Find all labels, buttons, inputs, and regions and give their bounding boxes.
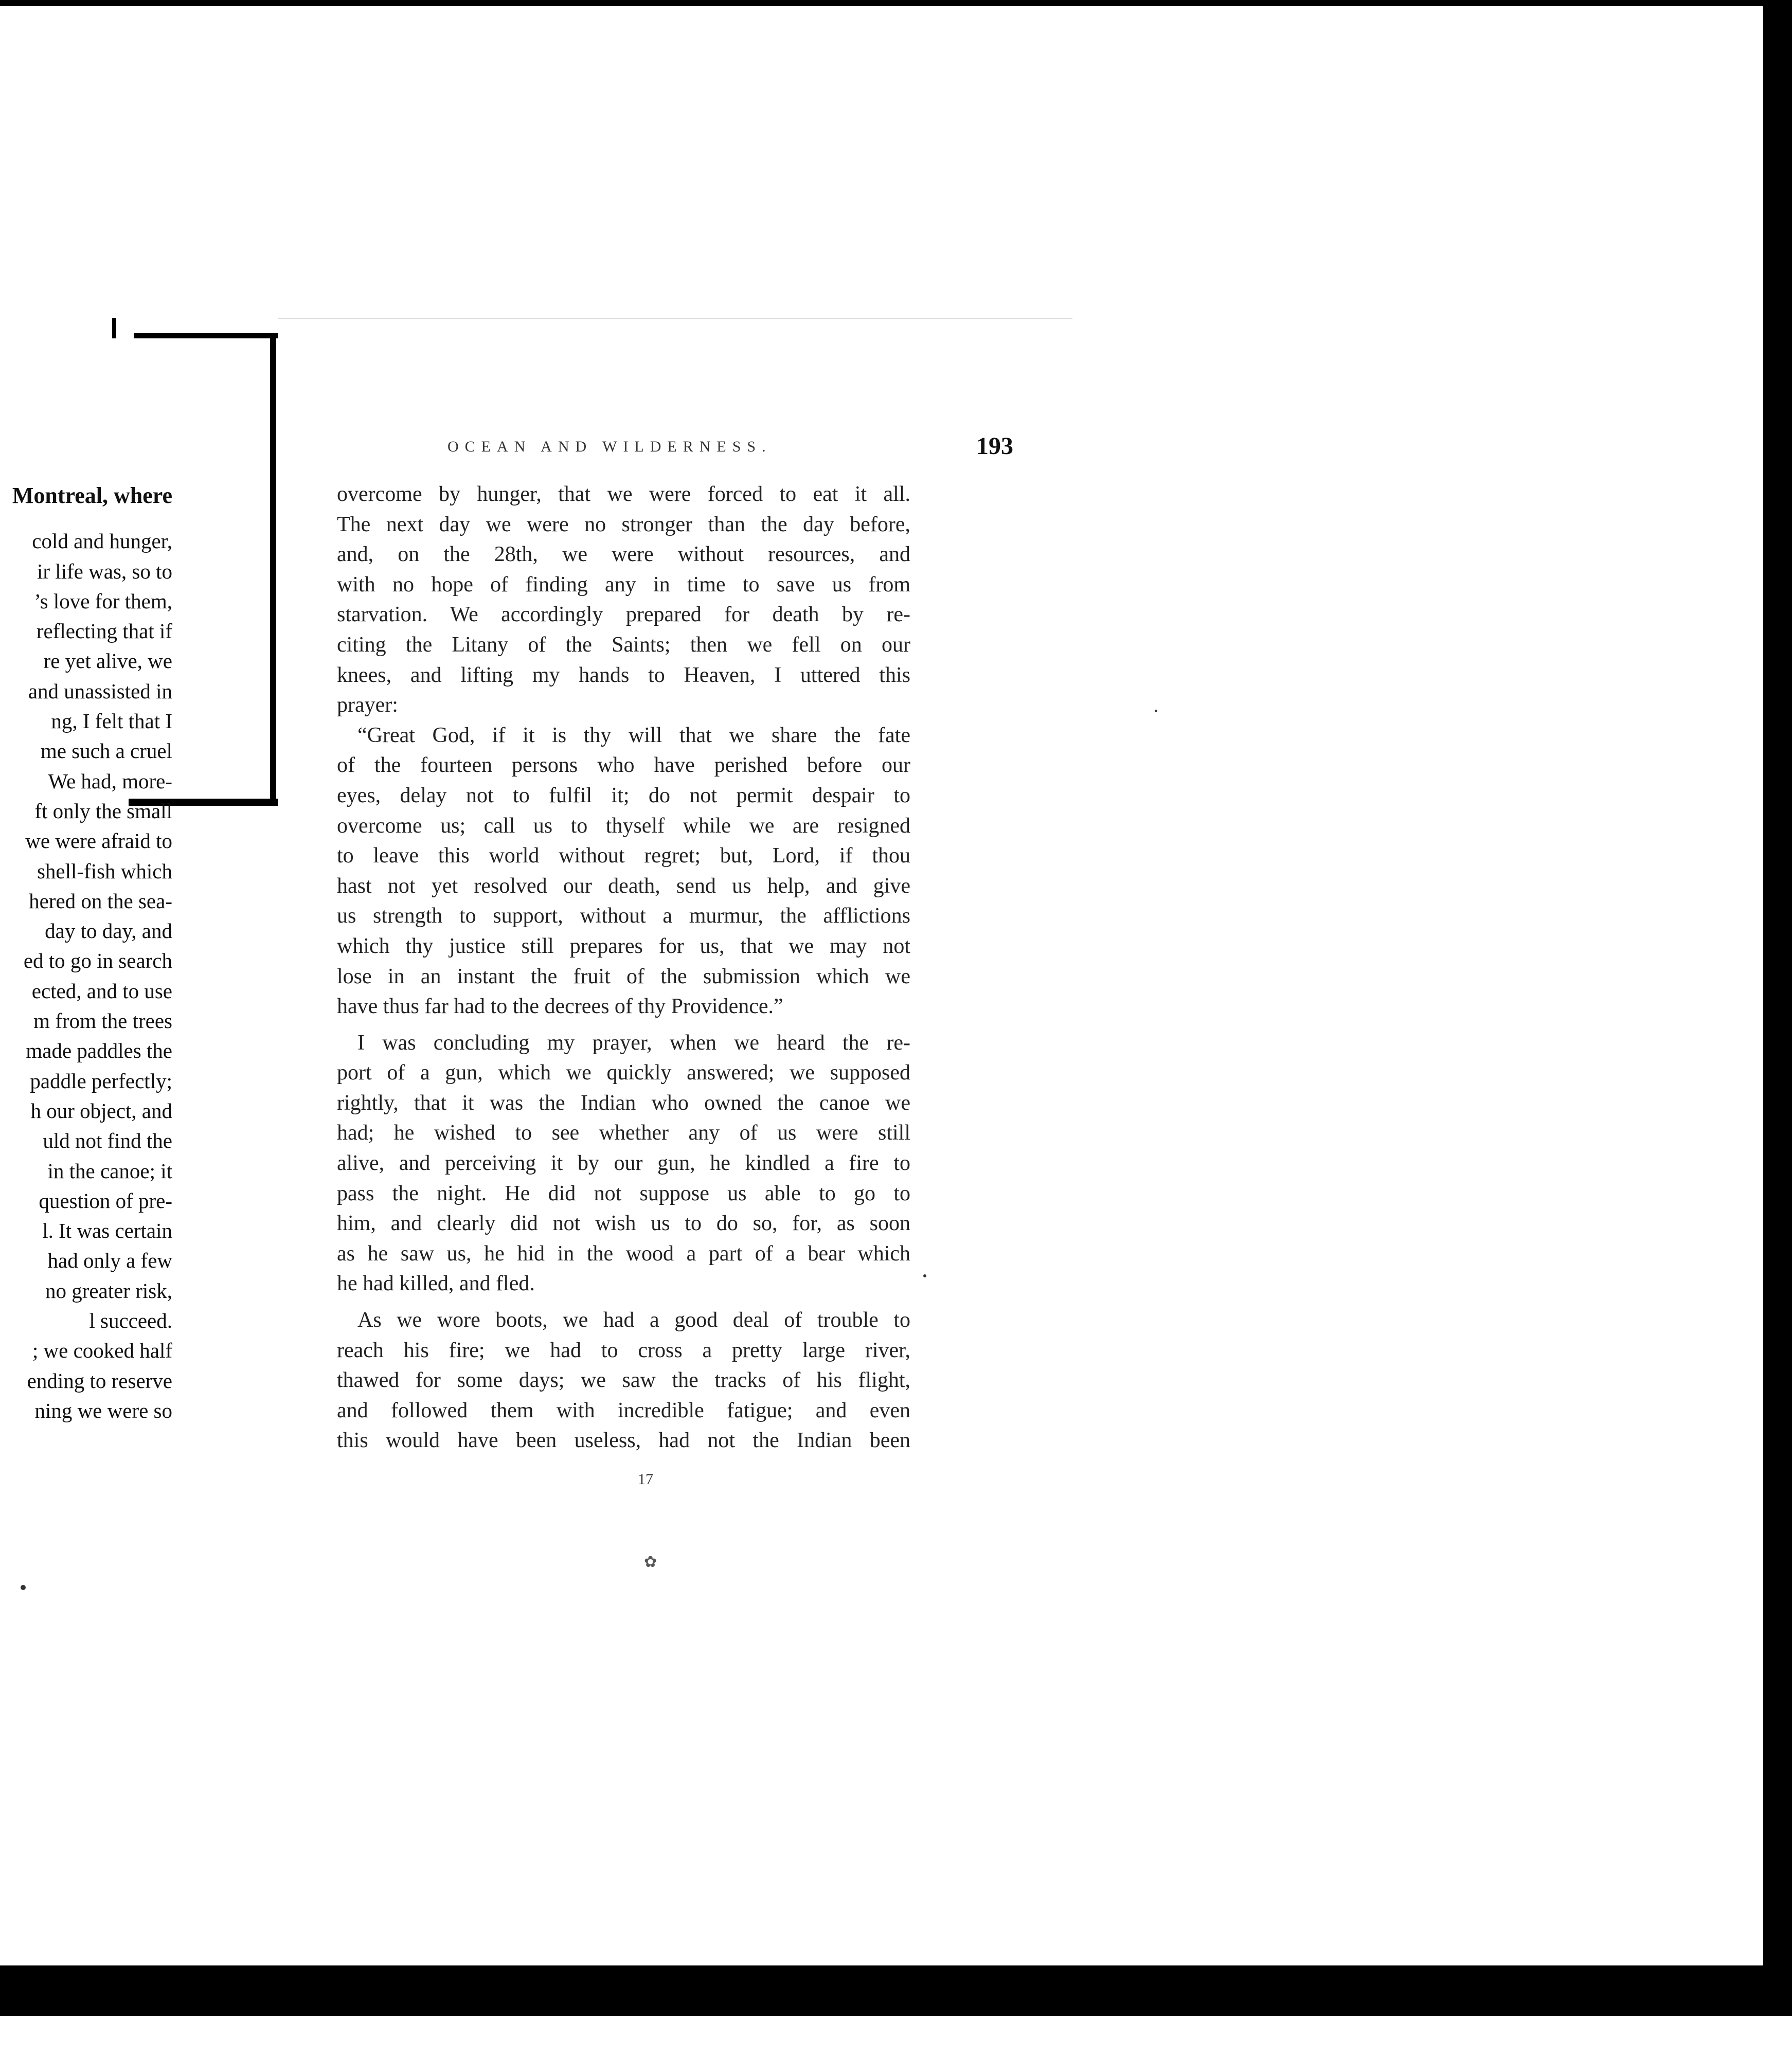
running-title: OCEAN AND WILDERNESS.	[447, 438, 772, 455]
left-line: we were afraid to	[25, 829, 172, 853]
text-line: overcome us; call us to thyself while we are resigned	[337, 814, 910, 838]
text-line: hast not yet resolved our death, send us help, and give	[337, 874, 910, 898]
left-page-text	[0, 481, 172, 1426]
text-line: reach his fire; we had to cross a pretty large river,	[337, 1338, 910, 1362]
book-spine	[270, 334, 276, 802]
left-line: ning we were so	[34, 1398, 172, 1422]
text-line: as he saw us, he hid in the wood a part of a bear which	[337, 1241, 910, 1266]
text-line: him, and clearly did not wish us to do so, for, as soon	[337, 1212, 910, 1236]
page-number: 193	[976, 432, 1013, 460]
left-line: uld not find the	[43, 1129, 172, 1153]
left-line: hered on the sea-	[29, 889, 172, 913]
left-line: ’s love for them,	[34, 589, 172, 613]
left-page	[0, 334, 267, 1422]
running-head	[447, 432, 1013, 463]
text-line: overcome by hunger, that we were forced to eat it all.	[337, 482, 910, 506]
scan-speck	[923, 1274, 926, 1277]
scan-speck	[21, 1585, 26, 1590]
left-line: ; we cooked half	[32, 1339, 172, 1363]
text-line: eyes, delay not to fulfil it; do not permit despair to	[337, 783, 910, 807]
left-line: ected, and to use	[31, 979, 172, 1003]
left-line: ng, I felt that I	[51, 709, 172, 733]
scan-speck	[1155, 710, 1157, 712]
left-line: m from the trees	[33, 1009, 172, 1033]
left-line: ir life was, so to	[37, 559, 172, 583]
left-line: no greater risk,	[45, 1278, 172, 1303]
left-line: l. It was certain	[42, 1219, 172, 1243]
left-line: reflecting that if	[36, 619, 172, 643]
left-line: question of pre-	[39, 1188, 172, 1213]
left-line: shell-fish which	[37, 859, 172, 883]
left-line: and unassisted in	[28, 679, 172, 703]
text-line: “Great God, if it is thy will that we share the fate	[357, 723, 910, 747]
body-text	[337, 479, 910, 1456]
left-line: cold and hunger,	[32, 529, 172, 553]
text-line: and, on the 28th, we were without resources, and	[337, 543, 910, 567]
left-line: made paddles the	[26, 1039, 172, 1063]
text-line: have thus far had to the decrees of thy Providence.”	[337, 995, 783, 1019]
text-line: this would have been useless, had not the Indian been	[337, 1429, 910, 1453]
text-line: The next day we were no stronger than the day before,	[337, 512, 910, 536]
left-line: paddle perfectly;	[30, 1069, 172, 1093]
left-line: ed to go in search	[23, 949, 172, 973]
text-line: As we wore boots, we had a good deal of trouble to	[357, 1308, 910, 1332]
signature-mark: 17	[638, 1471, 653, 1488]
text-line: citing the Litany of the Saints; then we fell on our	[337, 633, 910, 657]
ornament-icon: ✿	[644, 1554, 657, 1571]
text-line: to leave this world without regret; but, Lord, if thou	[337, 844, 910, 868]
text-line: port of a gun, which we quickly answered; we supposed	[337, 1061, 910, 1085]
text-line: rightly, that it was the Indian who owned the canoe we	[337, 1091, 910, 1115]
text-line: lose in an instant the fruit of the submission which we	[337, 964, 910, 988]
left-line: me such a cruel	[40, 739, 172, 763]
right-page	[278, 318, 1072, 1589]
text-line: of the fourteen persons who have perished before our	[337, 753, 910, 778]
text-line: prayer:	[337, 693, 398, 717]
left-line: We had, more-	[48, 769, 172, 793]
text-line: starvation. We accordingly prepared for death by re-	[337, 603, 910, 627]
left-line: re yet alive, we	[43, 649, 172, 673]
text-line: he had killed, and fled.	[337, 1272, 535, 1296]
text-line: and followed them with incredible fatigue; and even	[337, 1398, 910, 1422]
text-line: pass the night. He did not suppose us able to go to	[337, 1181, 910, 1205]
text-line: with no hope of finding any in time to save us from	[337, 572, 910, 597]
left-line: Montreal, where	[12, 483, 172, 508]
left-line: day to day, and	[45, 919, 172, 943]
scan-bottom-margin	[0, 2016, 1792, 2057]
left-line: ending to reserve	[27, 1368, 172, 1393]
text-line: I was concluding my prayer, when we heard the re-	[357, 1031, 910, 1055]
left-line: ft only the small	[34, 799, 172, 823]
text-line: knees, and lifting my hands to Heaven, I uttered this	[337, 663, 910, 687]
left-line: l succeed.	[89, 1309, 172, 1333]
text-line: which thy justice still prepares for us, that we may not	[337, 934, 910, 958]
left-line: in the canoe; it	[47, 1159, 172, 1183]
text-line: thawed for some days; we saw the tracks of his flight,	[337, 1368, 910, 1393]
text-line: alive, and perceiving it by our gun, he kindled a fire to	[337, 1151, 910, 1176]
left-line: h our object, and	[30, 1098, 172, 1123]
left-line: had only a few	[47, 1249, 172, 1273]
text-line: had; he wished to see whether any of us were still	[337, 1121, 910, 1145]
text-line: us strength to support, without a murmur, the afflictions	[337, 904, 910, 928]
